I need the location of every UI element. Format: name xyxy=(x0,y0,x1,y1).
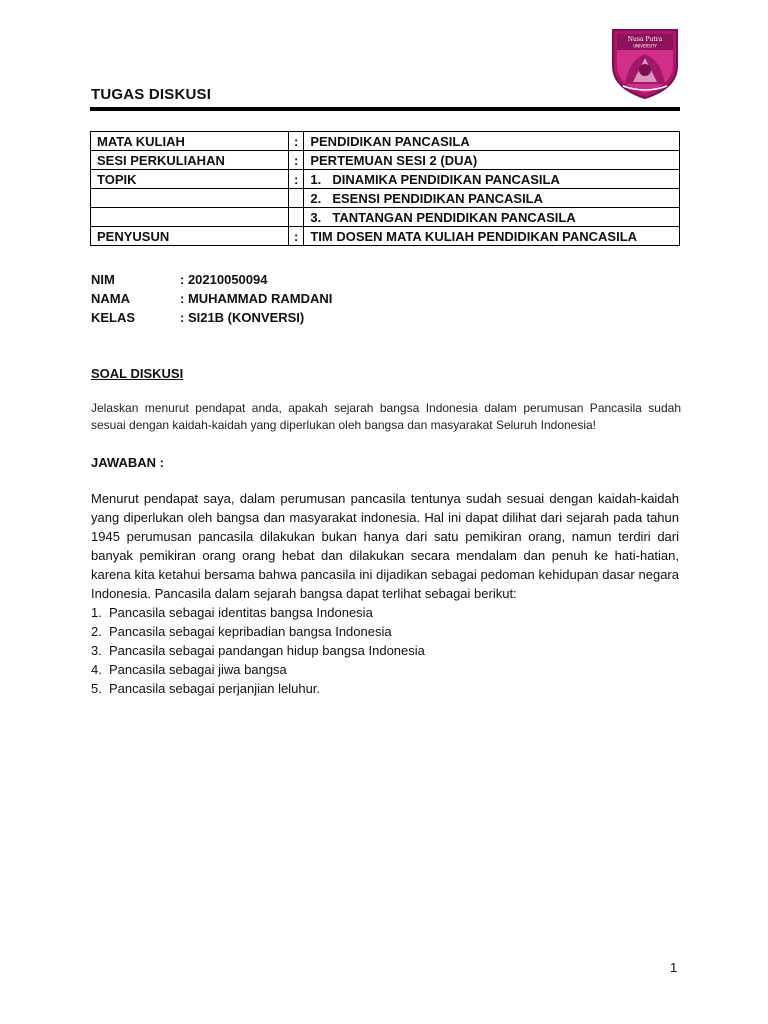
row-label: SESI PERKULIAHAN xyxy=(91,151,289,170)
soal-heading: SOAL DISKUSI xyxy=(91,366,184,381)
nama-row xyxy=(91,289,332,308)
list-item: 3. Pancasila sebagai pandangan hidup bangsa Indonesia xyxy=(91,643,425,658)
row-label: PENYUSUN xyxy=(91,227,289,246)
row-value: PENDIDIKAN PANCASILA xyxy=(304,132,680,151)
topic-number: 2. xyxy=(310,190,322,206)
svg-text:UNIVERSITY: UNIVERSITY xyxy=(633,43,657,49)
list-item: 4. Pancasila sebagai jiwa bangsa xyxy=(91,662,287,677)
nama-value: : MUHAMMAD RAMDANI xyxy=(180,291,333,306)
table-row xyxy=(91,208,680,227)
row-separator: : xyxy=(289,151,304,170)
list-item: 2. Pancasila sebagai kepribadian bangsa Indonesia xyxy=(91,624,392,639)
kelas-label: KELAS xyxy=(91,310,136,325)
row-separator: : xyxy=(289,170,304,189)
row-value: TIM DOSEN MATA KULIAH PENDIDIKAN PANCASILA xyxy=(304,227,680,246)
kelas-row xyxy=(91,308,332,327)
row-separator: : xyxy=(289,132,304,151)
university-logo xyxy=(609,26,681,100)
row-separator: : xyxy=(289,227,304,246)
row-label xyxy=(91,208,289,227)
row-value: 1. DINAMIKA PENDIDIKAN PANCASILA xyxy=(304,170,680,189)
table-row xyxy=(91,151,680,170)
row-value: PERTEMUAN SESI 2 (DUA) xyxy=(304,151,680,170)
row-label: TOPIK xyxy=(91,170,289,189)
nim-value: : 20210050094 xyxy=(180,272,268,287)
student-info xyxy=(91,270,332,327)
kelas-value: : SI21B (KONVERSI) xyxy=(180,310,305,325)
jawaban-heading: JAWABAN : xyxy=(91,455,164,470)
row-value: 2. ESENSI PENDIDIKAN PANCASILA xyxy=(304,189,680,208)
list-item: 5. Pancasila sebagai perjanjian leluhur. xyxy=(91,681,321,696)
course-info-table xyxy=(90,131,680,246)
answer-body xyxy=(91,489,679,698)
row-value: 3. TANTANGAN PENDIDIKAN PANCASILA xyxy=(304,208,680,227)
svg-text:Nusa Putra: Nusa Putra xyxy=(627,36,663,43)
row-label xyxy=(91,189,289,208)
row-separator xyxy=(289,208,304,227)
table-row xyxy=(91,132,680,151)
nim-row xyxy=(91,270,332,289)
row-label: MATA KULIAH xyxy=(91,132,289,151)
list-item: 1. Pancasila sebagai identitas bangsa Indonesia xyxy=(91,605,373,620)
answer-paragraph: Menurut pendapat saya, dalam perumusan pancasila tentunya sudah sesuai dengan kaidah-kaidah yang diperlukan oleh bangsa dan masyarakat indonesia. Hal ini dapat dilihat dari sejarah pada tahun 1945 perumusan pancasila dilakukan bukan hanya dari satu pemikiran orang, namun terdiri dari banyak pemikiran orang orang hebat dan dilakukan secara mendalam dan penuh ke hati-hatian, karena kita ketahui bersama bahwa pancasila ini dijadikan sebagai pedoman kehidupan dasar negara Indonesia. Pancasila dalam sejarah bangsa dapat terlihat sebagai berikut: xyxy=(91,491,679,601)
nim-label: NIM xyxy=(91,272,115,287)
page-number: 1 xyxy=(670,960,678,975)
document-title: TUGAS DISKUSI xyxy=(91,86,212,103)
topic-number: 3. xyxy=(310,209,322,225)
soal-question: Jelaskan menurut pendapat anda, apakah sejarah bangsa Indonesia dalam perumusan Pancasila sudah sesuai dengan kaidah-kaidah yang diperlukan oleh bangsa dan masyarakat Seluruh Indonesia! xyxy=(91,401,681,432)
table-row xyxy=(91,227,680,246)
title-rule xyxy=(90,107,680,111)
row-separator xyxy=(289,189,304,208)
nama-label: NAMA xyxy=(91,291,130,306)
table-row xyxy=(91,189,680,208)
table-row xyxy=(91,170,680,189)
topic-number: 1. xyxy=(310,171,322,187)
answer-list xyxy=(91,603,679,698)
